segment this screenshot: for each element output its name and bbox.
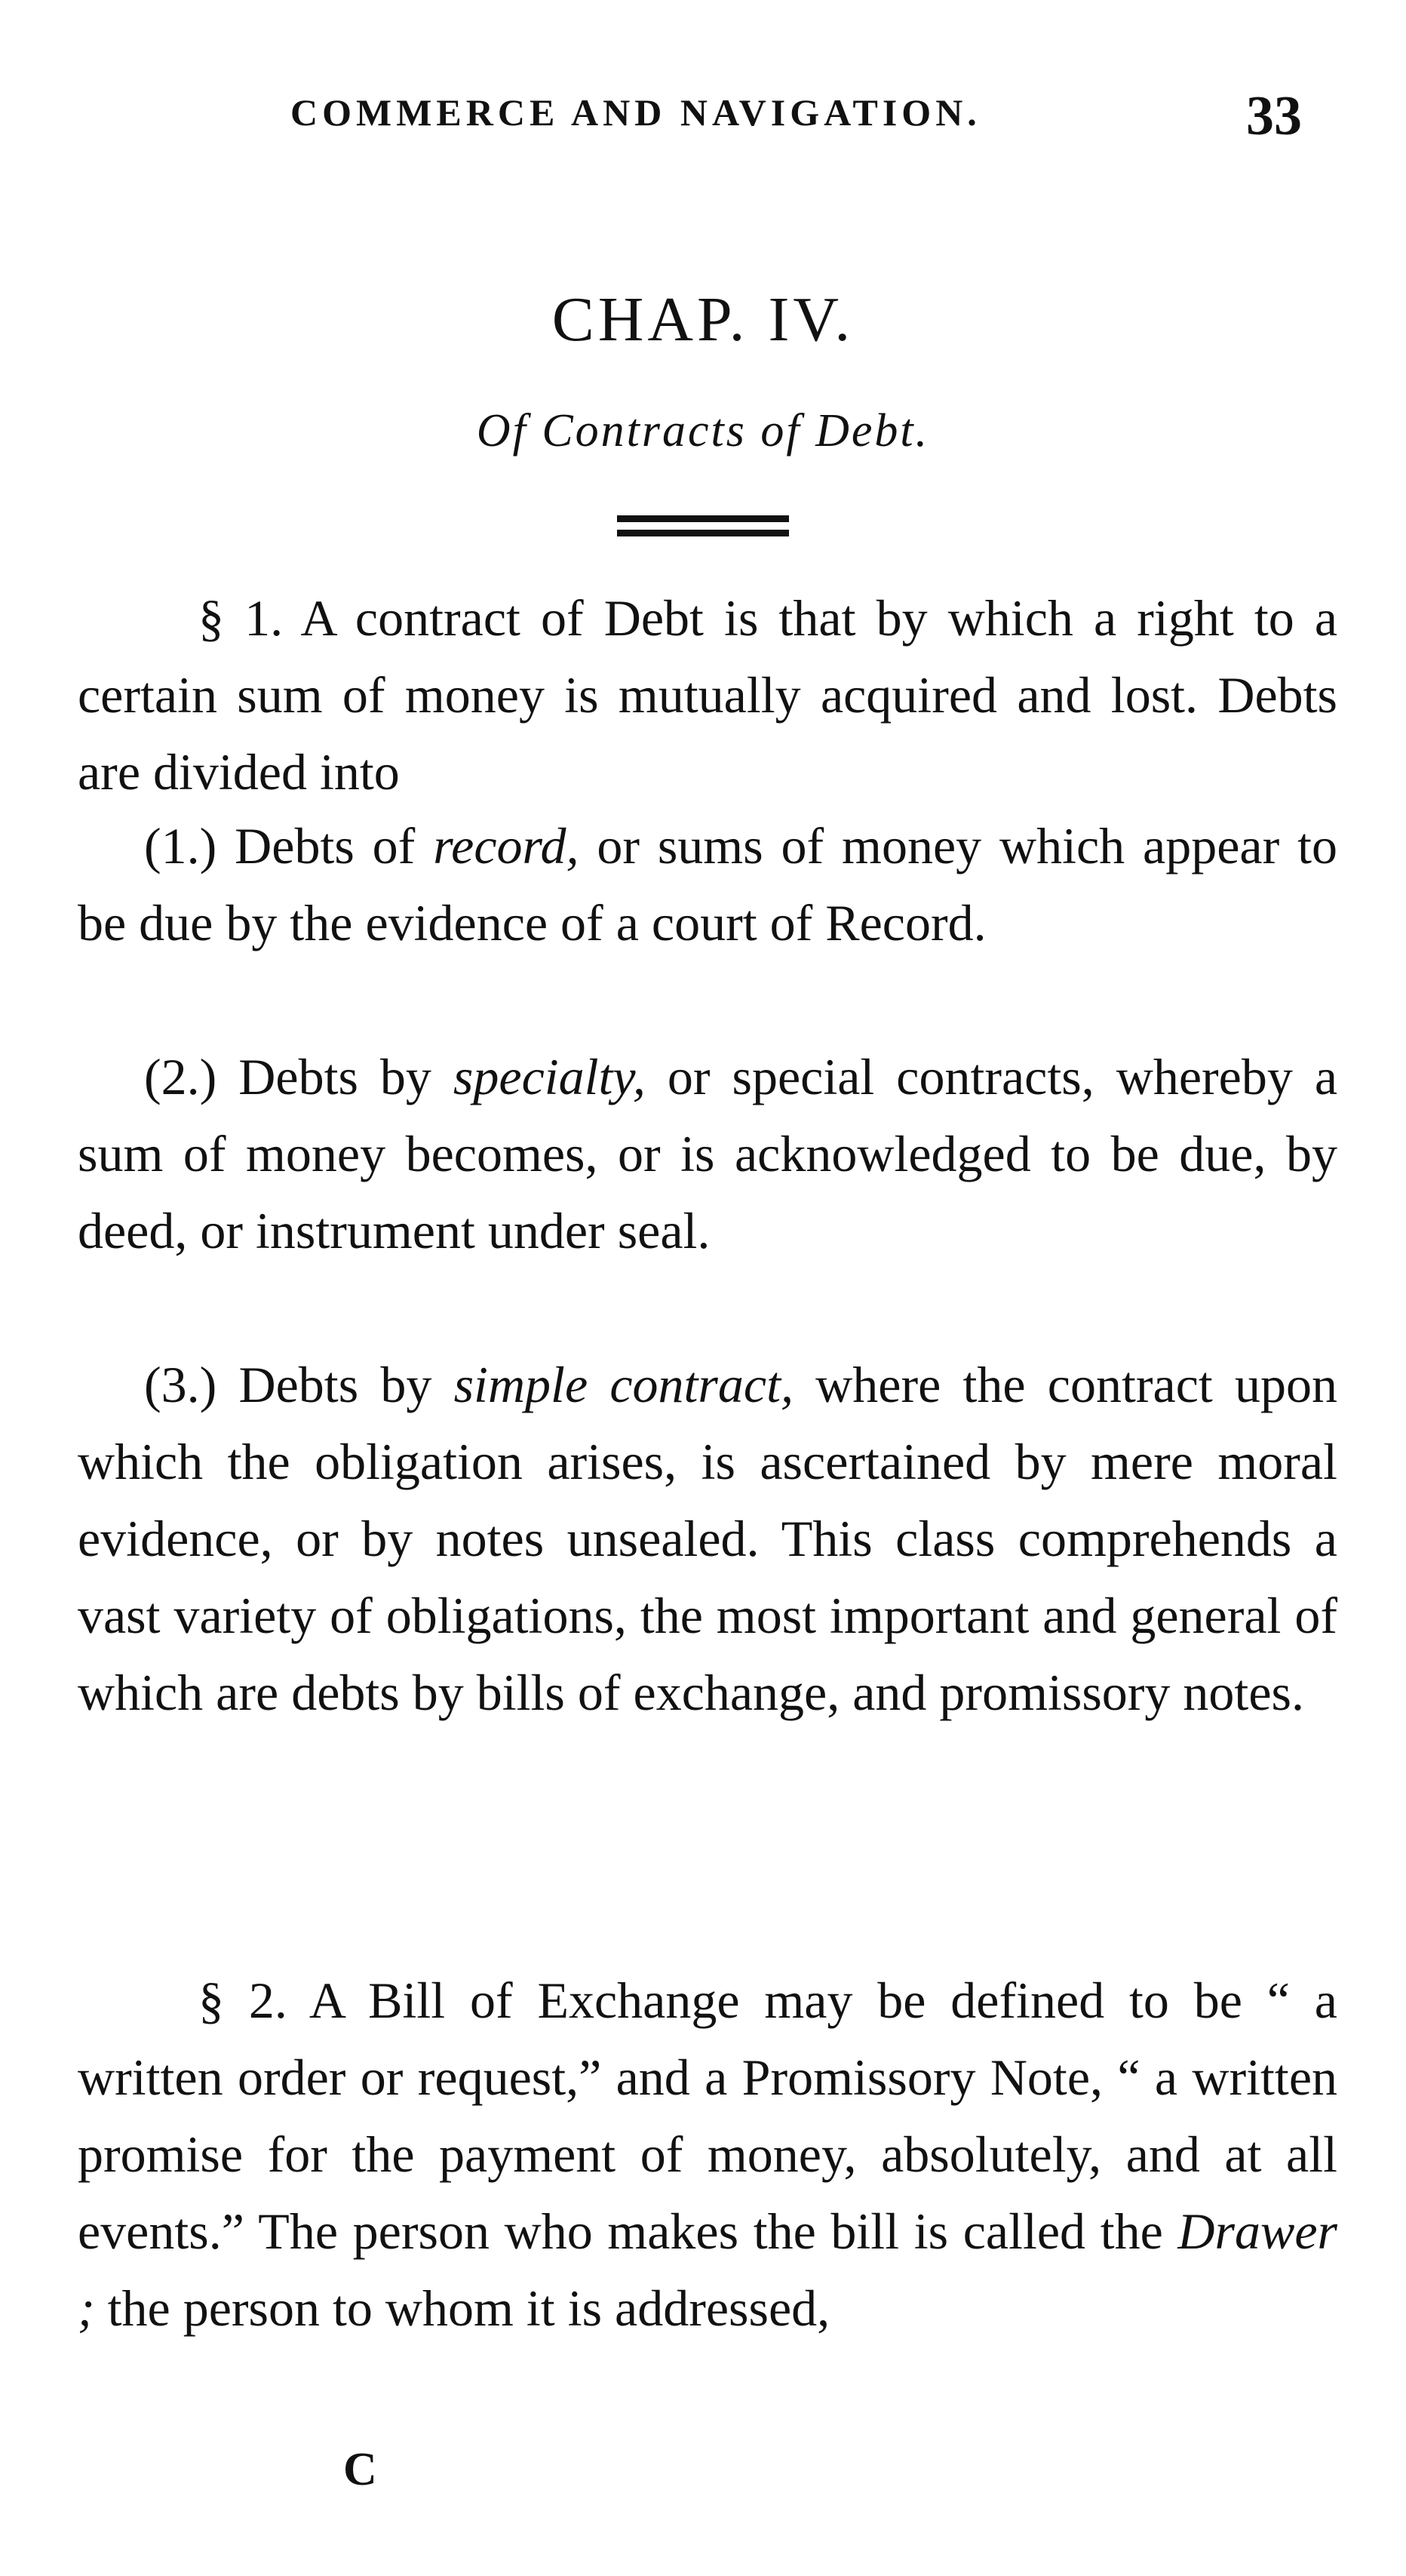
paragraph-text: (1.) Debts of — [144, 817, 434, 875]
double-rule-bottom — [617, 530, 789, 536]
italic-term: Drawer ; — [78, 2203, 1337, 2337]
paragraph-simple-contract — [78, 1346, 1337, 1731]
paragraph-text: (2.) Debts by — [144, 1048, 453, 1105]
page-number: 33 — [1246, 85, 1302, 147]
running-head: COMMERCE AND NAVIGATION. — [290, 91, 981, 134]
paragraph-text: the person to whom it is addressed, — [94, 2279, 830, 2337]
paragraph-text: (3.) Debts by — [144, 1356, 454, 1413]
chapter-subtitle: Of Contracts of Debt. — [476, 405, 930, 456]
paragraph-text: or special contracts, whereby a sum of money becomes, or is acknowledged to be due, by deed, or instrument under seal. — [78, 1048, 1338, 1259]
italic-term: simple contract, — [453, 1356, 794, 1413]
paragraph-text: or sums of money which appear to be due by the evidence of a court of Record. — [78, 817, 1338, 951]
paragraph-section-2 — [78, 1962, 1337, 2347]
italic-term: specialty, — [453, 1048, 646, 1105]
paragraph-debts-of-record — [78, 807, 1337, 961]
paragraph-text: § 2. A Bill of Exchange may be defined to be “ a written order or request,” and a Promissory Note, “ a written promise for the payment of money, absolutely, and at all events.” The person who makes the bill is called the — [78, 1972, 1337, 2260]
double-rule-top — [617, 515, 789, 522]
chapter-title: CHAP. IV. — [551, 284, 855, 355]
paragraph-section-1 — [78, 579, 1337, 810]
paragraph-debts-by-specialty — [78, 1038, 1337, 1269]
paragraph-text: § 1. A contract of Debt is that by which a right to a certain sum of money is mutually acquired and lost. Debts are divided into — [78, 589, 1337, 801]
paragraph-text: where the contract upon which the obligation arises, is ascertained by mere moral evidence, or by notes unsealed. This class comprehends a vast variety of obligations, the most important and general of which are debts by bills of exchange, and promissory notes. — [78, 1356, 1337, 1721]
italic-term: record, — [433, 817, 579, 875]
signature-mark: C — [343, 2444, 377, 2495]
